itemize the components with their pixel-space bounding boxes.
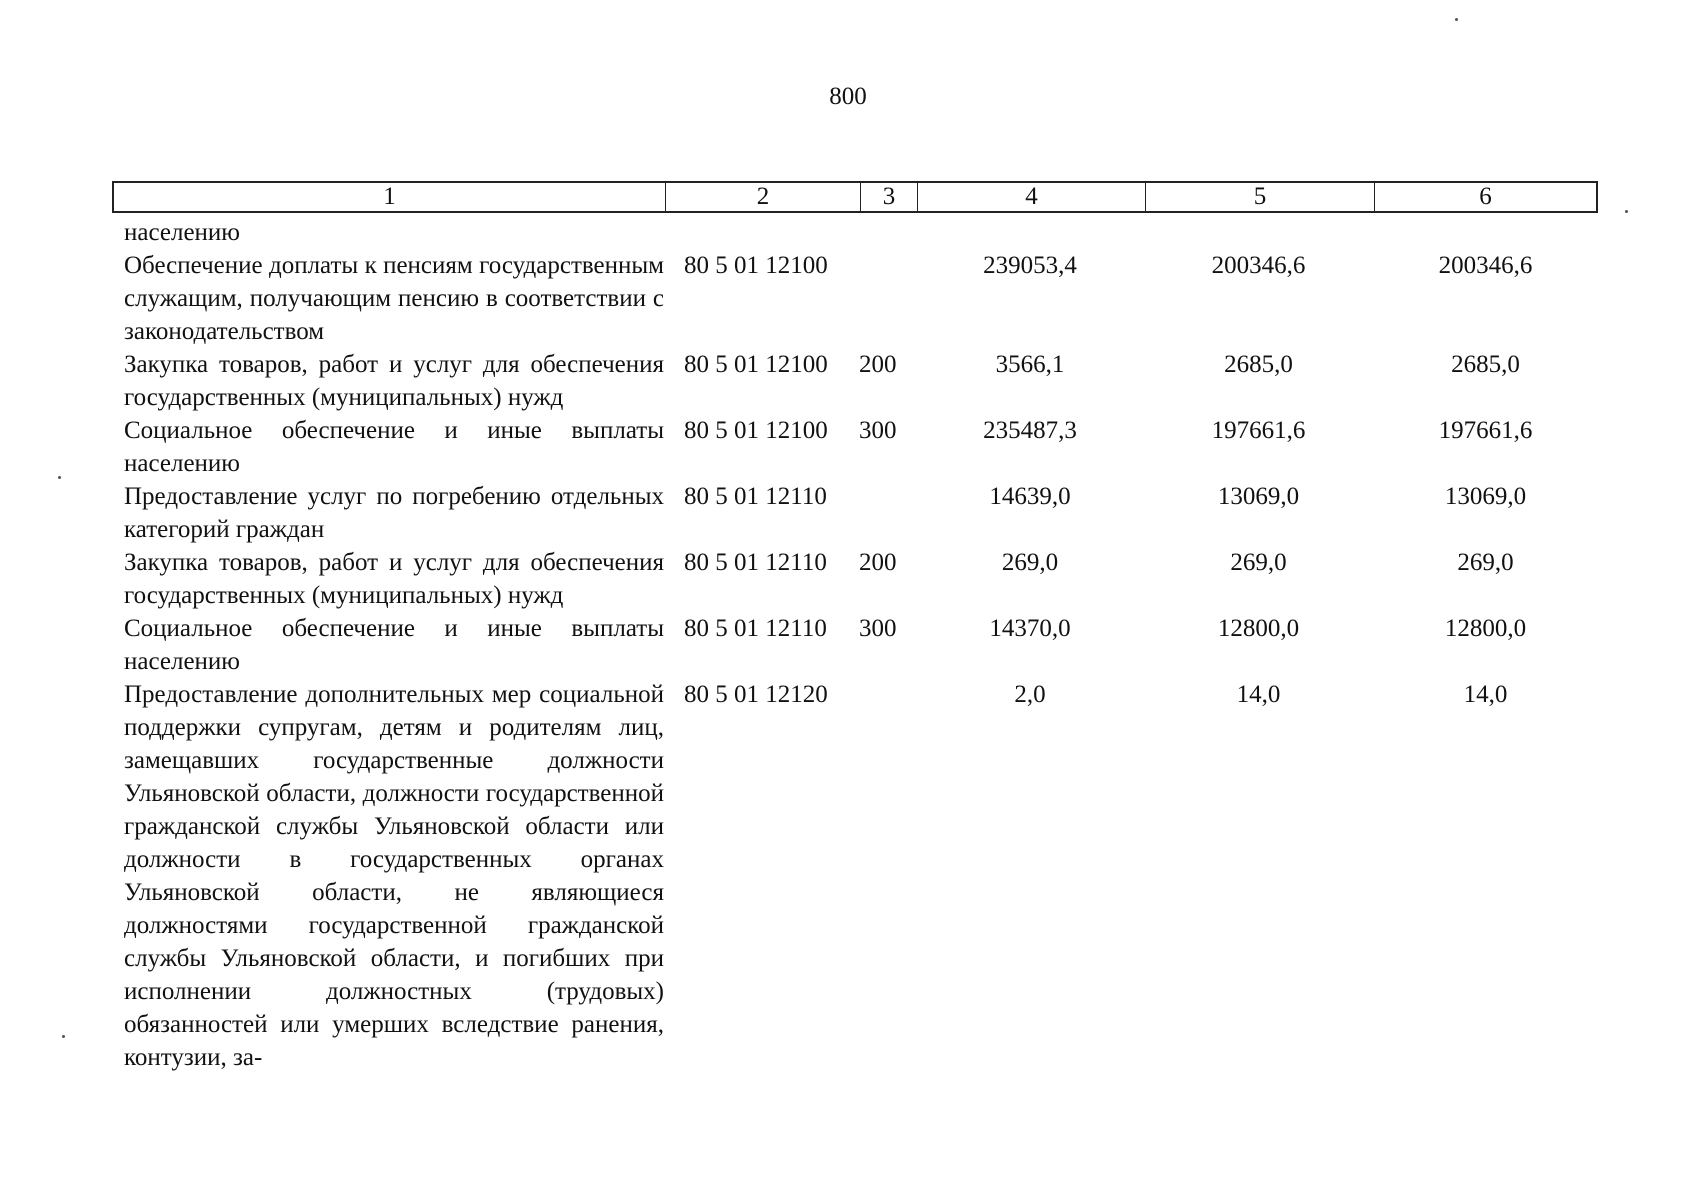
page-number: 800: [829, 83, 867, 110]
row-value-4: 269,0: [1001, 549, 1059, 576]
row-type: [859, 249, 916, 348]
row-value-4: 3566,1: [995, 351, 1065, 378]
row-value-5: 197661,6: [1211, 417, 1306, 444]
row-code: 80 5 01 12110: [684, 615, 827, 642]
row-code: 80 5 01 12120: [684, 681, 828, 708]
column-header-1: 1: [114, 183, 666, 211]
row-value-6: 12800,0: [1444, 615, 1527, 642]
column-header-3: 3: [861, 183, 918, 211]
row-type: [859, 480, 916, 546]
row-type: 300: [859, 615, 897, 642]
row-type: 300: [859, 417, 897, 444]
row-value-6: 14,0: [1463, 681, 1508, 708]
row-code: [664, 216, 859, 249]
column-header-4: 4: [918, 183, 1146, 211]
row-name: Закупка товаров, работ и услуг для обеспечения государственных (муниципальных) нужд: [124, 351, 664, 411]
row-type: 200: [859, 549, 897, 576]
column-header-6: 6: [1479, 183, 1492, 210]
row-code: 80 5 01 12100: [684, 252, 828, 279]
table-row: [112, 678, 1598, 1074]
row-value-5: 200346,6: [1211, 252, 1306, 279]
column-header-2: 2: [666, 183, 861, 211]
row-value-5: 13069,0: [1217, 483, 1300, 510]
row-value-4: [916, 216, 1144, 249]
row-value-4: 2,0: [1014, 681, 1046, 708]
table-row: [112, 348, 1598, 414]
table-row: [112, 546, 1598, 612]
table-header: [112, 181, 1598, 213]
row-name: Социальное обеспечение и иные выплаты населению: [124, 417, 664, 477]
row-code: 80 5 01 12110: [684, 549, 827, 576]
row-value-4: 14370,0: [989, 615, 1071, 642]
row-name: Предоставление услуг по погребению отдельных категорий граждан: [124, 483, 664, 543]
row-name: Социальное обеспечение и иные выплаты населению: [124, 615, 664, 675]
row-value-6: [1373, 216, 1598, 249]
column-header-5: 5: [1146, 183, 1375, 211]
row-code: 80 5 01 12110: [684, 483, 827, 510]
row-name: Предоставление дополнительных мер социальной поддержки супругам, детям и родителям лиц, замещавших государственные должности Ульяновской области, должности государственной гражданской службы Ульяновской области или должности в государственных органах Ульяновской области, не являющиеся должностями государственной гражданской службы Ульяновской области, и погибших при исполнении должностных (трудовых) обязанностей или умерших вследствие ранения, контузии, за-: [124, 681, 664, 1071]
table-row: [112, 249, 1598, 348]
row-name: Закупка товаров, работ и услуг для обеспечения государственных (муниципальных) нужд: [124, 549, 664, 609]
row-value-5: 269,0: [1230, 549, 1287, 576]
row-name: Обеспечение доплаты к пенсиям государственным служащим, получающим пенсию в соответствии с законодательством: [124, 252, 664, 345]
row-value-4: 14639,0: [989, 483, 1071, 510]
table-row: [112, 612, 1598, 678]
row-type: [859, 678, 916, 1074]
table-row: [112, 414, 1598, 480]
scan-speck: [62, 1035, 65, 1038]
scan-speck: [58, 476, 61, 479]
row-value-5: 2685,0: [1224, 351, 1293, 378]
table-row: [112, 216, 1598, 249]
row-value-4: 235487,3: [983, 417, 1077, 444]
row-value-6: 197661,6: [1438, 417, 1533, 444]
row-value-6: 269,0: [1457, 549, 1514, 576]
row-value-5: 12800,0: [1217, 615, 1300, 642]
row-type: 200: [859, 351, 897, 378]
row-value-4: 239053,4: [983, 252, 1077, 279]
table-row: [112, 480, 1598, 546]
table-body: [112, 216, 1598, 1074]
row-value-6: 13069,0: [1444, 483, 1527, 510]
scan-speck: [1625, 210, 1628, 213]
scan-speck: [1455, 18, 1458, 21]
row-name: населению: [124, 219, 240, 246]
row-value-6: 200346,6: [1438, 252, 1533, 279]
row-type: [859, 216, 916, 249]
row-value-5: [1144, 216, 1373, 249]
row-code: 80 5 01 12100: [684, 351, 828, 378]
row-value-6: 2685,0: [1451, 351, 1520, 378]
row-code: 80 5 01 12100: [684, 417, 828, 444]
row-value-5: 14,0: [1236, 681, 1281, 708]
